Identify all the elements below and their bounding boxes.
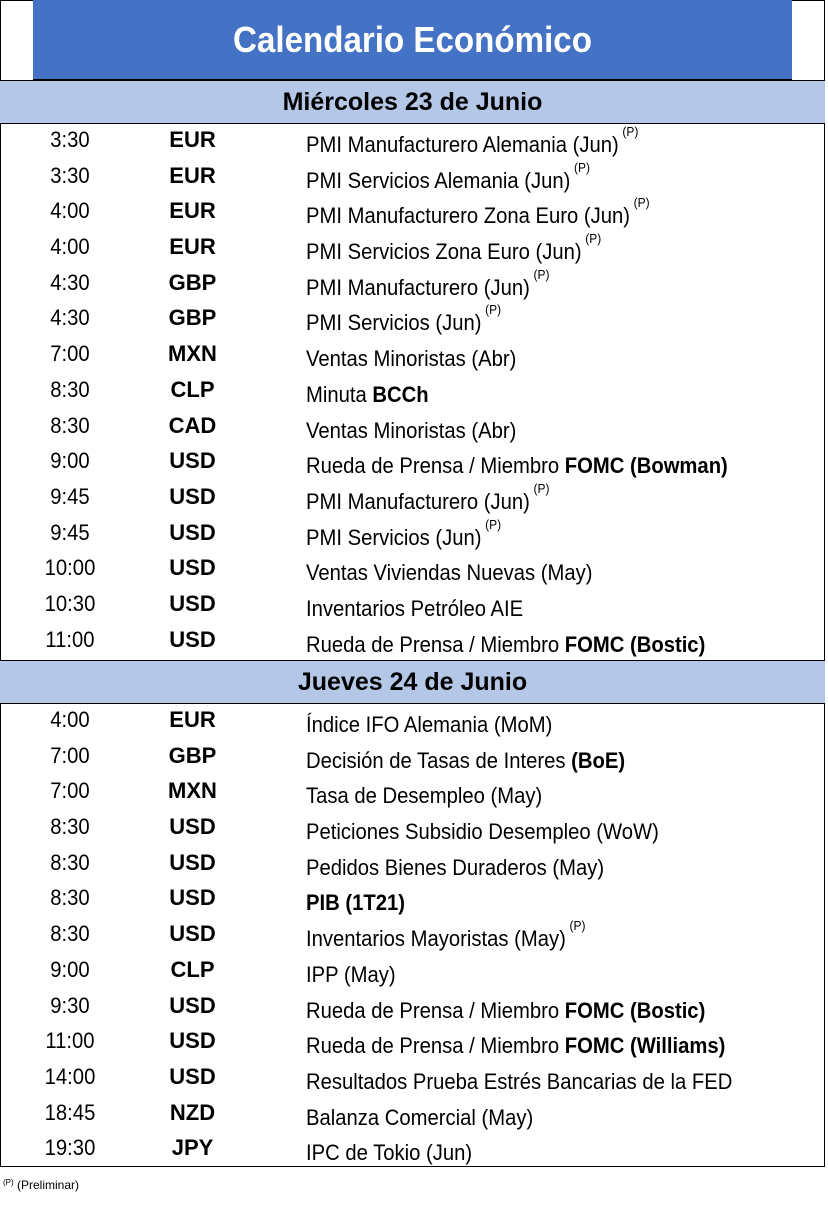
event-currency: EUR xyxy=(169,162,216,188)
event-text: IPC de Tokio (Jun) xyxy=(306,1140,473,1166)
event-time: 7:00 xyxy=(50,742,90,768)
event-text: Rueda de Prensa / Miembro xyxy=(306,631,565,657)
event-text: PMI Servicios (Jun) xyxy=(306,310,482,336)
day-2-rows xyxy=(0,704,825,1168)
event-time: 4:00 xyxy=(50,234,90,260)
event-description xyxy=(306,632,705,658)
event-time: 4:00 xyxy=(50,707,90,732)
event-description xyxy=(306,124,639,158)
event-text: Inventarios Mayoristas (May) xyxy=(306,926,566,952)
event-description xyxy=(306,266,550,301)
event-time: 3:30 xyxy=(50,162,90,188)
event-description xyxy=(306,1140,472,1166)
preliminary-mark: (P) xyxy=(574,159,590,175)
preliminary-mark: (P) xyxy=(485,302,502,318)
event-time: 8:30 xyxy=(50,412,90,438)
event-description xyxy=(306,195,650,229)
event-description xyxy=(306,1033,725,1059)
event-text: Pedidos Bienes Duraderos (May) xyxy=(306,854,605,880)
event-text: Tasa de Desempleo (May) xyxy=(306,783,543,809)
event-currency: JPY xyxy=(171,1135,214,1161)
event-text: Decisión de Tasas de Interes xyxy=(306,747,572,773)
event-time: 8:30 xyxy=(50,885,90,911)
event-description xyxy=(306,819,659,845)
event-description xyxy=(306,159,590,194)
day-header-1: Miércoles 23 de Junio xyxy=(0,80,825,124)
event-row xyxy=(0,954,825,990)
event-time: 10:30 xyxy=(44,590,96,616)
event-currency: CAD xyxy=(168,412,217,438)
event-description xyxy=(306,890,405,916)
event-text: Índice IFO Alemania (MoM) xyxy=(306,712,553,737)
preliminary-mark: (P) xyxy=(533,480,550,496)
event-row xyxy=(0,195,825,231)
event-description xyxy=(306,596,523,622)
event-text: PMI Manufacturero Zona Euro (Jun) xyxy=(306,203,630,229)
event-currency: USD xyxy=(169,448,216,474)
event-time: 7:00 xyxy=(50,778,90,804)
event-text: Minuta xyxy=(306,381,373,407)
event-row xyxy=(0,481,825,517)
day-1-rows xyxy=(0,124,825,659)
event-currency: NZD xyxy=(169,1099,216,1125)
event-text: Peticiones Subsidio Desempleo (WoW) xyxy=(306,819,659,845)
event-description xyxy=(306,918,586,952)
event-text: Balanza Comercial (May) xyxy=(306,1104,534,1130)
event-description xyxy=(306,712,552,738)
event-currency: MXN xyxy=(168,341,217,367)
event-row xyxy=(0,882,825,918)
event-text: Rueda de Prensa / Miembro xyxy=(306,1033,565,1059)
event-text: Ventas Minoristas (Abr) xyxy=(306,417,517,443)
event-currency: USD xyxy=(169,921,216,947)
event-text-bold: FOMC (Bostic) xyxy=(564,997,706,1023)
event-text: PMI Servicios Alemania (Jun) xyxy=(306,167,571,193)
event-currency: USD xyxy=(169,590,216,616)
event-time: 7:00 xyxy=(50,341,90,367)
event-time: 9:45 xyxy=(50,519,90,545)
event-text: Rueda de Prensa / Miembro xyxy=(306,997,565,1023)
event-description xyxy=(306,453,728,479)
event-text: PMI Manufacturero (Jun) xyxy=(306,274,530,300)
event-row xyxy=(0,918,825,954)
event-description xyxy=(306,418,516,444)
preliminary-mark: (P) xyxy=(485,516,502,532)
event-time: 9:00 xyxy=(50,956,90,982)
event-time: 4:00 xyxy=(50,198,90,224)
event-time: 10:00 xyxy=(44,555,96,581)
event-currency: USD xyxy=(169,814,216,840)
event-time: 8:30 xyxy=(50,814,90,840)
event-time: 4:30 xyxy=(50,269,90,295)
event-text-bold: FOMC (Bostic) xyxy=(564,631,706,657)
event-text-bold: FOMC (Williams) xyxy=(564,1033,726,1059)
event-description xyxy=(306,855,604,881)
event-row xyxy=(0,1025,825,1061)
event-description xyxy=(306,560,593,586)
footnote xyxy=(3,1178,79,1192)
event-description xyxy=(306,783,542,809)
event-currency: USD xyxy=(169,992,216,1018)
day-header-2: Jueves 24 de Junio xyxy=(0,660,825,704)
event-time: 11:00 xyxy=(45,1028,95,1054)
event-currency: GBP xyxy=(168,305,217,331)
preliminary-mark: (P) xyxy=(633,195,650,211)
preliminary-mark: (P) xyxy=(533,266,550,282)
event-row xyxy=(0,267,825,303)
event-description xyxy=(306,480,550,515)
event-time: 8:30 xyxy=(50,921,90,947)
event-text-bold: (BoE) xyxy=(571,747,626,773)
event-row xyxy=(0,624,825,660)
event-currency: GBP xyxy=(168,269,217,295)
event-description xyxy=(306,1069,732,1095)
event-currency: USD xyxy=(169,849,216,875)
event-row xyxy=(0,811,825,847)
event-row xyxy=(0,302,825,338)
event-currency: EUR xyxy=(169,198,216,224)
event-row xyxy=(0,1097,825,1133)
event-time: 18:45 xyxy=(44,1099,96,1125)
event-row xyxy=(0,124,825,160)
event-row xyxy=(0,775,825,811)
event-time: 14:00 xyxy=(44,1063,96,1089)
event-text: PMI Manufacturero (Jun) xyxy=(306,488,530,514)
event-text: Ventas Minoristas (Abr) xyxy=(306,346,517,372)
event-row xyxy=(0,740,825,776)
event-description xyxy=(306,302,502,336)
event-row xyxy=(0,374,825,410)
event-currency: GBP xyxy=(168,742,217,768)
event-time: 3:30 xyxy=(50,127,90,152)
event-currency: CLP xyxy=(170,376,215,402)
event-text: PMI Manufacturero Alemania (Jun) xyxy=(306,132,619,157)
event-description xyxy=(306,998,705,1024)
event-row xyxy=(0,338,825,374)
event-description xyxy=(306,382,429,408)
event-row xyxy=(0,1132,825,1168)
event-row xyxy=(0,445,825,481)
event-row xyxy=(0,517,825,553)
event-time: 19:30 xyxy=(44,1135,96,1161)
event-row xyxy=(0,552,825,588)
event-description xyxy=(306,1105,533,1131)
event-time: 8:30 xyxy=(50,376,90,402)
event-time: 11:00 xyxy=(45,626,95,652)
preliminary-mark: (P) xyxy=(569,918,586,934)
event-currency: USD xyxy=(169,519,216,545)
event-text-bold: PIB (1T21) xyxy=(306,890,405,916)
event-row xyxy=(0,847,825,883)
event-currency: USD xyxy=(169,1028,216,1054)
event-row xyxy=(0,588,825,624)
event-row xyxy=(0,160,825,196)
event-currency: USD xyxy=(169,555,216,581)
footnote-mark: (P) xyxy=(3,1178,14,1187)
event-currency: EUR xyxy=(169,707,216,732)
footnote-text: (Preliminar) xyxy=(17,1178,80,1192)
event-description xyxy=(306,748,625,774)
event-currency: EUR xyxy=(169,234,216,260)
event-description xyxy=(306,516,502,551)
event-text: Resultados Prueba Estrés Bancarias de la FED xyxy=(306,1068,733,1094)
event-time: 9:45 xyxy=(50,483,90,509)
event-text-bold: BCCh xyxy=(372,381,429,407)
event-currency: USD xyxy=(169,483,216,509)
event-time: 9:00 xyxy=(50,448,90,474)
preliminary-mark: (P) xyxy=(585,231,602,247)
event-text: Rueda de Prensa / Miembro xyxy=(306,453,565,479)
page-title: Calendario Económico xyxy=(33,0,792,80)
event-text: Ventas Viviendas Nuevas (May) xyxy=(306,560,593,586)
event-time: 4:30 xyxy=(50,305,90,331)
event-currency: EUR xyxy=(169,127,216,152)
event-row xyxy=(0,231,825,267)
event-description xyxy=(306,346,516,372)
event-text: PMI Servicios (Jun) xyxy=(306,524,482,550)
event-currency: USD xyxy=(169,885,216,911)
event-currency: USD xyxy=(169,626,216,652)
event-currency: MXN xyxy=(168,778,217,804)
event-currency: CLP xyxy=(170,956,215,982)
event-row xyxy=(0,990,825,1026)
event-time: 9:30 xyxy=(50,992,90,1018)
event-row xyxy=(0,704,825,740)
event-text: PMI Servicios Zona Euro (Jun) xyxy=(306,239,582,265)
event-time: 8:30 xyxy=(50,849,90,875)
event-currency: USD xyxy=(169,1063,216,1089)
event-row xyxy=(0,410,825,446)
event-text: IPP (May) xyxy=(306,961,396,987)
preliminary-mark: (P) xyxy=(622,124,639,139)
event-text: Inventarios Petróleo AIE xyxy=(306,595,524,621)
event-row xyxy=(0,1061,825,1097)
event-description xyxy=(306,962,396,988)
event-text-bold: FOMC (Bowman) xyxy=(564,453,728,479)
event-description xyxy=(306,231,602,265)
